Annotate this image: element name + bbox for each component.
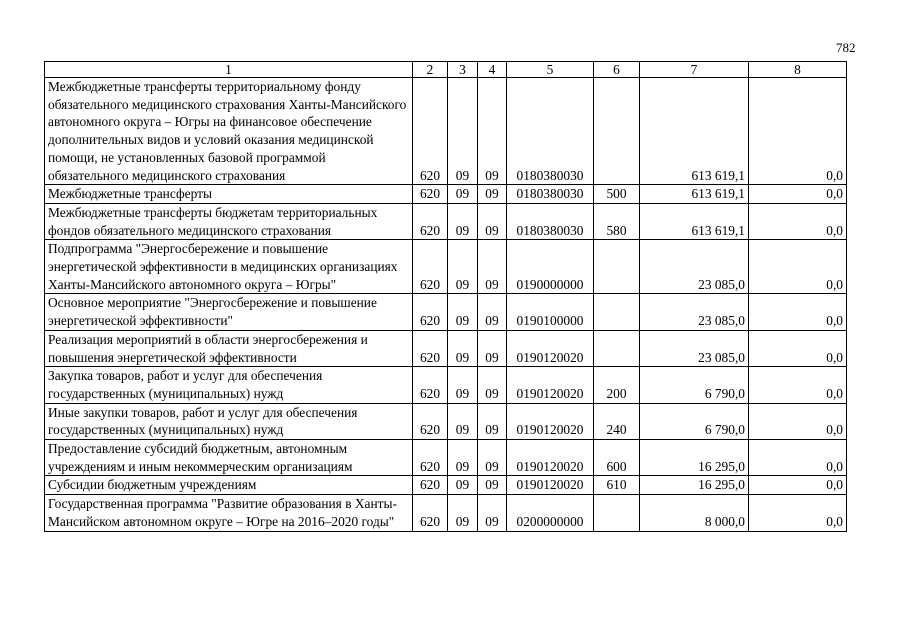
cell-section: 09 bbox=[448, 367, 478, 403]
table-row bbox=[45, 495, 847, 531]
row-name: Подпрограмма "Энергосбережение и повышение энергетической эффективности в медицинских организациях Ханты-Мансийского автономного округа – Югры" bbox=[45, 240, 413, 294]
cell-target-article: 0190120020 bbox=[507, 367, 594, 403]
header-cell: 3 bbox=[448, 62, 478, 78]
cell-amount: 16 295,0 bbox=[640, 440, 749, 476]
cell-amount: 23 085,0 bbox=[640, 240, 749, 294]
cell-amount: 613 619,1 bbox=[640, 185, 749, 204]
cell-expense-type bbox=[594, 330, 640, 366]
row-name: Государственная программа "Развитие образования в Ханты-Мансийском автономном округе – Югре на 2016–2020 годы" bbox=[45, 495, 413, 531]
cell-expense-type: 200 bbox=[594, 367, 640, 403]
cell-target-article: 0190120020 bbox=[507, 440, 594, 476]
cell-section: 09 bbox=[448, 495, 478, 531]
cell-subsection: 09 bbox=[478, 185, 507, 204]
cell-ministry: 620 bbox=[413, 476, 448, 495]
header-cell: 6 bbox=[594, 62, 640, 78]
cell-target-article: 0180380030 bbox=[507, 78, 594, 185]
header-cell: 1 bbox=[45, 62, 413, 78]
cell-ministry: 620 bbox=[413, 203, 448, 239]
header-cell: 8 bbox=[749, 62, 847, 78]
cell-target-article: 0180380030 bbox=[507, 203, 594, 239]
cell-expense-type bbox=[594, 240, 640, 294]
cell-target-article: 0200000000 bbox=[507, 495, 594, 531]
cell-target-article: 0190120020 bbox=[507, 403, 594, 439]
row-name: Закупка товаров, работ и услуг для обеспечения государственных (муниципальных) нужд bbox=[45, 367, 413, 403]
cell-amount-2: 0,0 bbox=[749, 78, 847, 185]
cell-section: 09 bbox=[448, 203, 478, 239]
cell-ministry: 620 bbox=[413, 440, 448, 476]
cell-amount: 16 295,0 bbox=[640, 476, 749, 495]
cell-target-article: 0190120020 bbox=[507, 476, 594, 495]
header-cell: 4 bbox=[478, 62, 507, 78]
table-row bbox=[45, 203, 847, 239]
cell-subsection: 09 bbox=[478, 203, 507, 239]
row-name: Основное мероприятие "Энергосбережение и повышение энергетической эффективности" bbox=[45, 294, 413, 330]
row-name: Межбюджетные трансферты территориальному фонду обязательного медицинского страхования Ханты-Мансийского автономного округа – Югры на финансовое обеспечение дополнительных видов и условий оказания медицинской помощи, не установленных базовой программой обязательного медицинского страхования bbox=[45, 78, 413, 185]
table-row bbox=[45, 330, 847, 366]
row-name: Субсидии бюджетным учреждениям bbox=[45, 476, 413, 495]
page-number: 782 bbox=[836, 40, 856, 55]
cell-ministry: 620 bbox=[413, 330, 448, 366]
row-name: Межбюджетные трансферты бюджетам территориальных фондов обязательного медицинского страхования bbox=[45, 203, 413, 239]
cell-amount-2: 0,0 bbox=[749, 476, 847, 495]
cell-amount: 23 085,0 bbox=[640, 294, 749, 330]
table-row bbox=[45, 78, 847, 185]
cell-ministry: 620 bbox=[413, 185, 448, 204]
cell-expense-type: 600 bbox=[594, 440, 640, 476]
cell-section: 09 bbox=[448, 403, 478, 439]
cell-subsection: 09 bbox=[478, 294, 507, 330]
cell-subsection: 09 bbox=[478, 440, 507, 476]
table-row bbox=[45, 476, 847, 495]
header-cell: 7 bbox=[640, 62, 749, 78]
cell-ministry: 620 bbox=[413, 367, 448, 403]
cell-target-article: 0190100000 bbox=[507, 294, 594, 330]
cell-ministry: 620 bbox=[413, 240, 448, 294]
cell-amount-2: 0,0 bbox=[749, 203, 847, 239]
cell-expense-type bbox=[594, 294, 640, 330]
cell-target-article: 0190120020 bbox=[507, 330, 594, 366]
header-cell: 5 bbox=[507, 62, 594, 78]
table-row bbox=[45, 294, 847, 330]
cell-amount-2: 0,0 bbox=[749, 185, 847, 204]
row-name: Межбюджетные трансферты bbox=[45, 185, 413, 204]
cell-expense-type: 500 bbox=[594, 185, 640, 204]
table-row bbox=[45, 240, 847, 294]
cell-subsection: 09 bbox=[478, 367, 507, 403]
cell-target-article: 0190000000 bbox=[507, 240, 594, 294]
cell-subsection: 09 bbox=[478, 403, 507, 439]
cell-expense-type bbox=[594, 495, 640, 531]
cell-section: 09 bbox=[448, 78, 478, 185]
header-cell: 2 bbox=[413, 62, 448, 78]
cell-section: 09 bbox=[448, 330, 478, 366]
cell-amount: 23 085,0 bbox=[640, 330, 749, 366]
cell-subsection: 09 bbox=[478, 240, 507, 294]
row-name: Предоставление субсидий бюджетным, автономным учреждениям и иным некоммерческим организациям bbox=[45, 440, 413, 476]
cell-amount: 8 000,0 bbox=[640, 495, 749, 531]
table-row bbox=[45, 185, 847, 204]
cell-amount-2: 0,0 bbox=[749, 440, 847, 476]
row-name: Реализация мероприятий в области энергосбережения и повышения энергетической эффективности bbox=[45, 330, 413, 366]
cell-amount-2: 0,0 bbox=[749, 367, 847, 403]
cell-section: 09 bbox=[448, 440, 478, 476]
cell-section: 09 bbox=[448, 294, 478, 330]
cell-expense-type bbox=[594, 78, 640, 185]
cell-amount-2: 0,0 bbox=[749, 330, 847, 366]
cell-expense-type: 610 bbox=[594, 476, 640, 495]
cell-amount: 6 790,0 bbox=[640, 403, 749, 439]
header-row bbox=[45, 62, 847, 78]
cell-ministry: 620 bbox=[413, 403, 448, 439]
cell-amount: 613 619,1 bbox=[640, 78, 749, 185]
cell-expense-type: 240 bbox=[594, 403, 640, 439]
cell-amount-2: 0,0 bbox=[749, 495, 847, 531]
cell-section: 09 bbox=[448, 476, 478, 495]
table-row bbox=[45, 403, 847, 439]
cell-ministry: 620 bbox=[413, 78, 448, 185]
cell-expense-type: 580 bbox=[594, 203, 640, 239]
cell-amount: 6 790,0 bbox=[640, 367, 749, 403]
cell-subsection: 09 bbox=[478, 78, 507, 185]
budget-table bbox=[44, 61, 847, 532]
cell-ministry: 620 bbox=[413, 495, 448, 531]
cell-ministry: 620 bbox=[413, 294, 448, 330]
table-row bbox=[45, 440, 847, 476]
cell-section: 09 bbox=[448, 185, 478, 204]
cell-subsection: 09 bbox=[478, 476, 507, 495]
cell-subsection: 09 bbox=[478, 495, 507, 531]
cell-amount-2: 0,0 bbox=[749, 240, 847, 294]
table-row bbox=[45, 367, 847, 403]
cell-amount: 613 619,1 bbox=[640, 203, 749, 239]
cell-section: 09 bbox=[448, 240, 478, 294]
cell-subsection: 09 bbox=[478, 330, 507, 366]
cell-amount-2: 0,0 bbox=[749, 294, 847, 330]
row-name: Иные закупки товаров, работ и услуг для обеспечения государственных (муниципальных) нужд bbox=[45, 403, 413, 439]
cell-target-article: 0180380030 bbox=[507, 185, 594, 204]
cell-amount-2: 0,0 bbox=[749, 403, 847, 439]
